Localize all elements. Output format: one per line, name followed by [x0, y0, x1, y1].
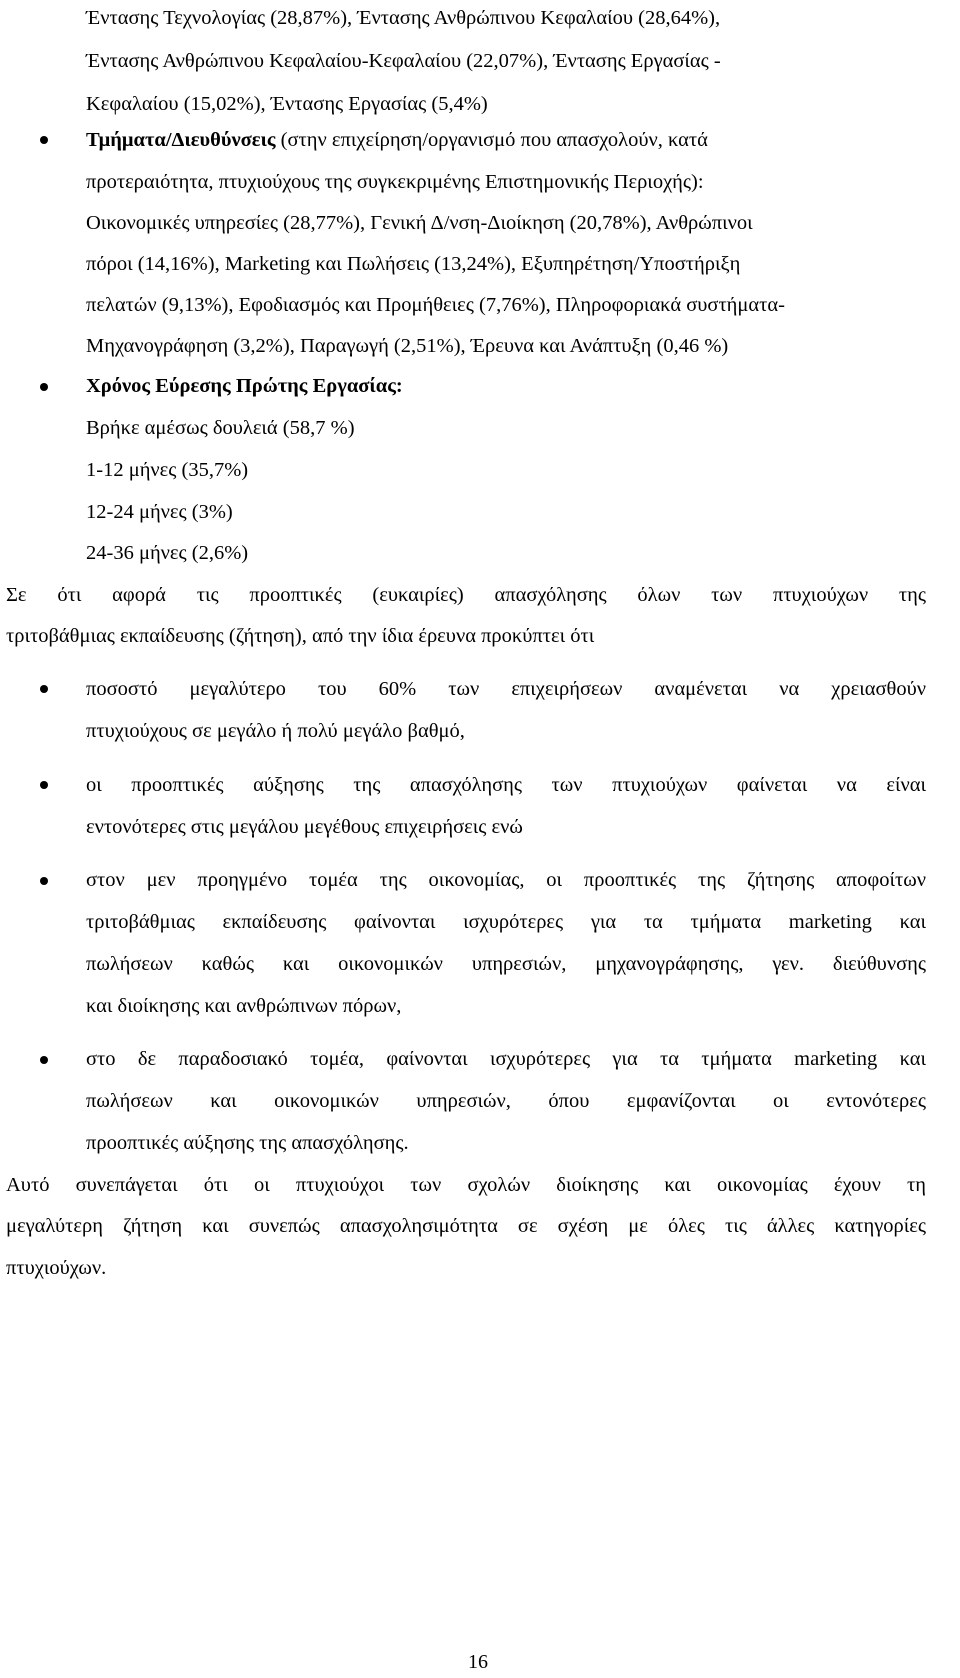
list-item-line: και διοίκησης και ανθρώπινων πόρων, — [86, 995, 402, 1017]
text-line: Έντασης Ανθρώπινου Κεφαλαίου-Κεφαλαίου (22,07%), Έντασης Εργασίας - — [86, 50, 721, 72]
text-span: ποσοστό μεγαλύτερο του 60% των επιχειρήσεων αναμένεται να χρειασθούν — [86, 678, 926, 700]
text-span: στον μεν προηγμένο τομέα της οικονομίας, οι προοπτικές της ζήτησης αποφοίτων — [86, 869, 926, 891]
bullet-marker — [40, 383, 48, 391]
bullet-marker — [40, 136, 48, 144]
text-line: 12-24 μήνες (3%) — [86, 501, 233, 523]
text-span: πωλήσεων καθώς και οικονομικών υπηρεσιών, μηχανογράφησης, γεν. διεύθυνσης — [86, 953, 926, 975]
text-line: Οικονομικές υπηρεσίες (28,77%), Γενική Δ/νση-Διοίκηση (20,78%), Ανθρώπινοι — [86, 212, 753, 234]
paragraph-line — [6, 1216, 926, 1237]
list-item-line — [86, 1091, 926, 1112]
list-item-line — [86, 912, 926, 933]
paragraph-line — [6, 1175, 926, 1196]
list-item-line: πτυχιούχους σε μεγάλο ή πολύ μεγάλο βαθμό, — [86, 720, 465, 742]
text-line: Βρήκε αμέσως δουλειά (58,7 %) — [86, 417, 355, 439]
text-span: τριτοβάθμιας εκπαίδευσης φαίνονται ισχυρότερες για τα τμήματα marketing και — [86, 911, 926, 933]
text-line: πελατών (9,13%), Εφοδιασμός και Προμήθειες (7,76%), Πληροφοριακά συστήματα- — [86, 294, 785, 316]
page-number: 16 — [468, 1651, 488, 1673]
text-line: πόροι (14,16%), Marketing και Πωλήσεις (13,24%), Εξυπηρέτηση/Υποστήριξη — [86, 253, 741, 275]
list-item-heading: Χρόνος Εύρεσης Πρώτης Εργασίας: — [86, 375, 403, 397]
text-span: Σε ότι αφορά τις προοπτικές (ευκαιρίες) απασχόλησης όλων των πτυχιούχων της — [6, 584, 926, 606]
text-span: Αυτό συνεπάγεται ότι οι πτυχιούχοι των σχολών διοίκησης και οικονομίας έχουν τη — [6, 1174, 926, 1196]
text-line: 1-12 μήνες (35,7%) — [86, 459, 249, 481]
list-item-line — [86, 1049, 926, 1070]
list-item-line — [86, 679, 926, 700]
text-span: (στην επιχείρηση/οργανισμό που απασχολούν, κατά — [275, 129, 708, 151]
text-line: Μηχανογράφηση (3,2%), Παραγωγή (2,51%), Έρευνα και Ανάπτυξη (0,46 %) — [86, 335, 729, 357]
text-span: πωλήσεων και οικονομικών υπηρεσιών, όπου εμφανίζονται οι εντονότερες — [86, 1090, 926, 1112]
list-item-line — [86, 870, 926, 891]
bullet-marker — [40, 781, 48, 789]
bullet-marker — [40, 1056, 48, 1064]
paragraph-line: τριτοβάθμιας εκπαίδευσης (ζήτηση), από την ίδια έρευνα προκύπτει ότι — [6, 625, 595, 647]
list-item-line — [86, 775, 926, 796]
list-item-line: εντονότερες στις μεγάλου μεγέθους επιχειρήσεις ενώ — [86, 816, 523, 838]
list-item-line — [86, 954, 926, 975]
text-line: Έντασης Τεχνολογίας (28,87%), Έντασης Ανθρώπινου Κεφαλαίου (28,64%), — [86, 7, 721, 29]
text-span: μεγαλύτερη ζήτηση και συνεπώς απασχολησιμότητα σε σχέση με όλες τις άλλες κατηγορίες — [6, 1215, 926, 1237]
text-span: στο δε παραδοσιακό τομέα, φαίνονται ισχυρότερες για τα τμήματα marketing και — [86, 1048, 926, 1070]
text-line: 24-36 μήνες (2,6%) — [86, 542, 249, 564]
text-span: οι προοπτικές αύξησης της απασχόλησης των πτυχιούχων φαίνεται να είναι — [86, 774, 926, 796]
bold-term: Τμήματα/Διευθύνσεις — [86, 129, 276, 151]
list-item-line: προοπτικές αύξησης της απασχόλησης. — [86, 1132, 409, 1154]
paragraph-line: πτυχιούχων. — [6, 1257, 107, 1279]
text-line: Κεφαλαίου (15,02%), Έντασης Εργασίας (5,4%) — [86, 93, 488, 115]
bullet-marker — [40, 877, 48, 885]
paragraph-line — [6, 585, 926, 606]
text-line: προτεραιότητα, πτυχιούχους της συγκεκριμένης Επιστημονικής Περιοχής): — [86, 171, 704, 193]
bullet-marker — [40, 685, 48, 693]
list-item-heading — [86, 130, 708, 151]
